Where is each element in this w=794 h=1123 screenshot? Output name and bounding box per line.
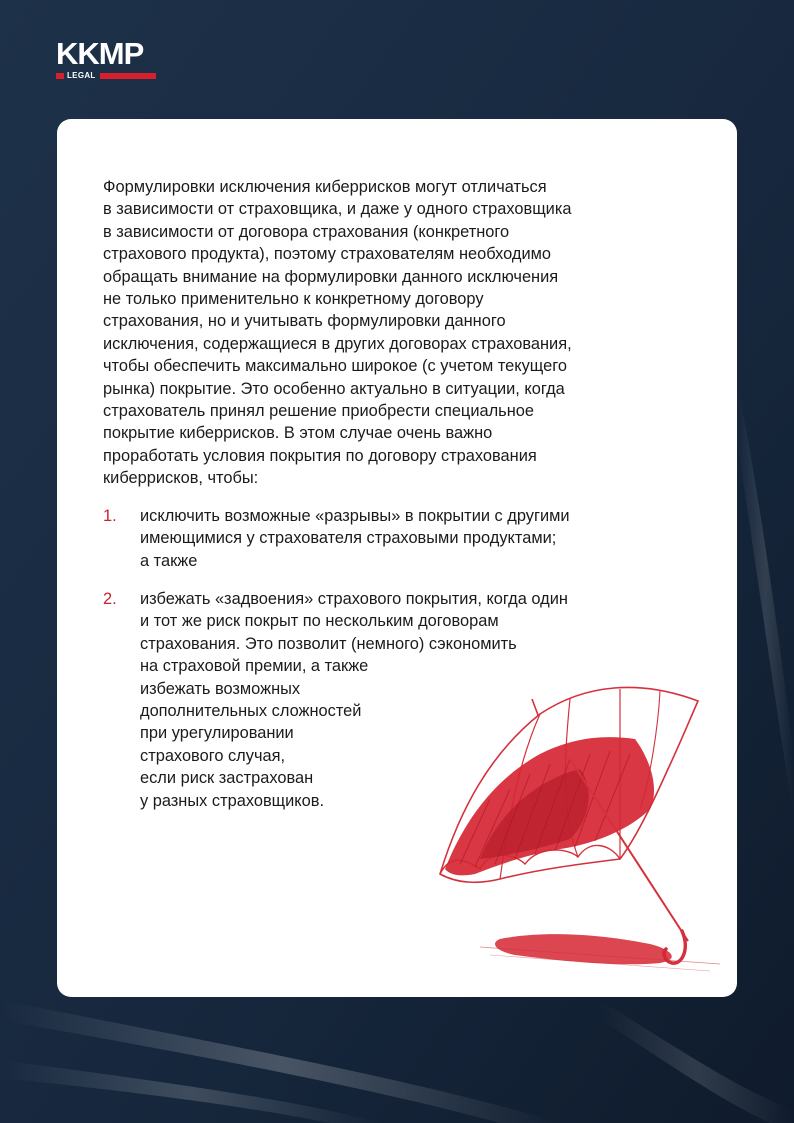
logo-accent-bar-left [56, 73, 64, 79]
list-item-number: 1. [103, 507, 117, 525]
main-paragraph: Формулировки исключения киберрисков могут отличаться в зависимости от страховщика, и даже у одного страховщика в зависимости от договора страхования (конкретного страхового продукта), поэтому страхователям необходимо обращать внимание на формулировки данного исключения не только применительно к конкретному договору страхования, но и учитывать формулировки данного исключения, содержащиеся в других договорах страхования, чтобы обеспечить максимально широкое (с учетом текущего рынка) покрытие. Это особенно актуально в ситуации, когда страхователь принял решение приобрести специальное покрытие киберрисков. В этом случае очень важно проработать условия покрытия по договору страхования киберрисков, чтобы: [103, 178, 572, 488]
logo-subtitle: LEGAL [67, 71, 96, 80]
logo-accent-bar-right [100, 73, 156, 79]
list-item-number: 2. [103, 590, 117, 608]
red-umbrella-illustration [420, 659, 720, 974]
kkmp-legal-logo [56, 38, 158, 84]
list-item-text: избежать «задвоения» страхового покрытия, когда один и тот же риск покрыт по нескольким договорам страхования. Это позволит (немного) сэкономить на страховой премии, а также избежать возможных дополнительных сложностей при урегулировании страхового случая, если риск застрахован у разных страховщиков. [140, 590, 568, 810]
logo-wordmark: KKMP [56, 36, 144, 71]
content-card [57, 119, 737, 997]
list-item-text: исключить возможные «разрывы» в покрытии с другими имеющимися у страхователя страховыми продуктами; а также [140, 507, 570, 570]
